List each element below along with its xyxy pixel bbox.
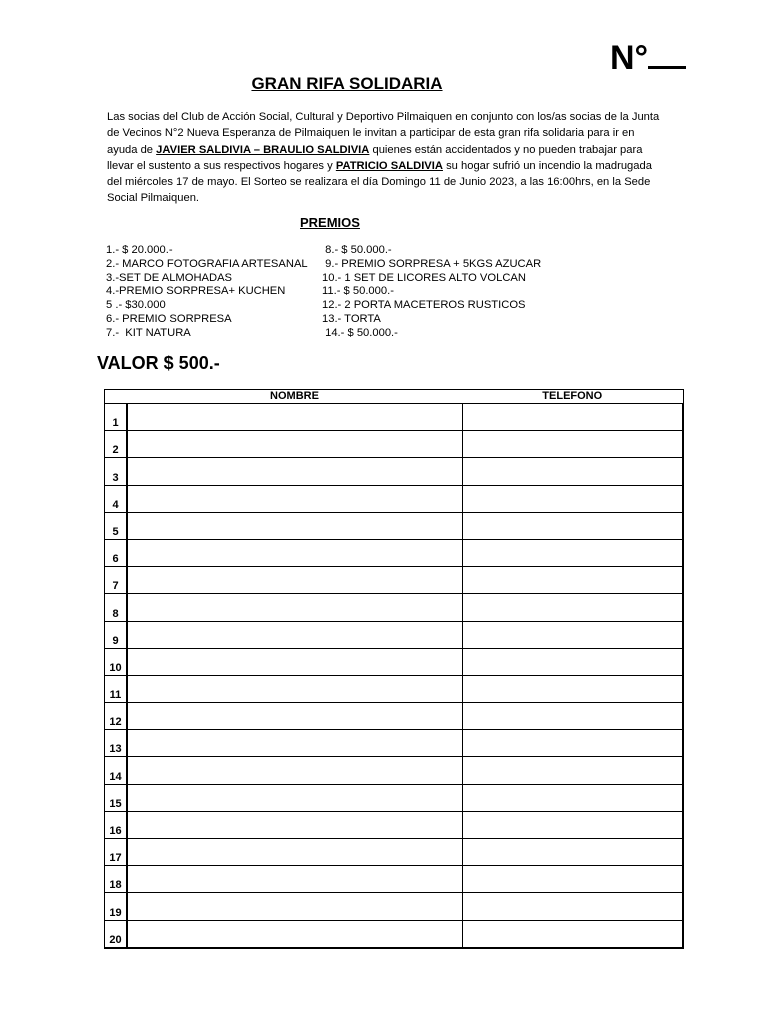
phone-cell[interactable] <box>462 866 683 893</box>
row-number: 6 <box>105 539 128 566</box>
row-number: 7 <box>105 567 128 594</box>
name-cell[interactable] <box>127 757 462 784</box>
number-label: N° <box>610 39 649 77</box>
row-number: 3 <box>105 458 128 485</box>
prize-item: 2.- MARCO FOTOGRAFIA ARTESANAL <box>106 257 308 270</box>
row-number: 19 <box>105 893 128 920</box>
row-number: 13 <box>105 730 128 757</box>
row-number: 15 <box>105 784 128 811</box>
name-cell[interactable] <box>127 458 462 485</box>
table-row <box>105 920 684 948</box>
row-number: 8 <box>105 594 128 621</box>
participants-table <box>104 389 684 949</box>
table-row <box>105 811 684 838</box>
table-row <box>105 757 684 784</box>
prize-item: 13.- TORTA <box>322 312 381 325</box>
table-row <box>105 839 684 866</box>
phone-cell[interactable] <box>462 839 683 866</box>
table-row <box>105 485 684 512</box>
phone-cell[interactable] <box>462 893 683 920</box>
intro-names: JAVIER SALDIVIA – BRAULIO SALDIVIA <box>156 143 370 156</box>
phone-cell[interactable] <box>462 485 683 512</box>
phone-cell[interactable] <box>462 458 683 485</box>
row-number: 10 <box>105 648 128 675</box>
prize-item: 4.-PREMIO SORPRESA+ KUCHEN <box>106 285 286 298</box>
row-number: 17 <box>105 839 128 866</box>
prize-item: 14.- $ 50.000.- <box>322 326 398 339</box>
intro-text-2: quienes están accidentados y no pueden trabajar para llevar el sustento a sus respectivos hogares y <box>107 143 643 172</box>
name-cell[interactable] <box>127 621 462 648</box>
phone-cell[interactable] <box>462 730 683 757</box>
row-number: 20 <box>105 920 128 948</box>
intro-text-3: su hogar sufrió un incendio la madrugada del miércoles 17 de mayo. El Sorteo se realizara el día Domingo 11 de Junio 2023, a las 16:00hrs, en la Sede Social Pilmaiquen. <box>107 159 652 205</box>
phone-cell[interactable] <box>462 648 683 675</box>
name-cell[interactable] <box>127 431 462 458</box>
prize-item: 7.- KIT NATURA <box>106 326 191 339</box>
phone-column-header: TELEFONO <box>462 390 683 404</box>
premios-title: PREMIOS <box>300 215 360 230</box>
row-number: 12 <box>105 703 128 730</box>
table-row <box>105 784 684 811</box>
table-row <box>105 404 684 431</box>
table-row <box>105 675 684 702</box>
name-cell[interactable] <box>127 730 462 757</box>
row-number: 1 <box>105 404 128 431</box>
name-cell[interactable] <box>127 648 462 675</box>
prize-item: 9.- PREMIO SORPRESA + 5KGS AZUCAR <box>322 257 542 270</box>
name-cell[interactable] <box>127 839 462 866</box>
table-row <box>105 866 684 893</box>
row-number: 5 <box>105 512 128 539</box>
phone-cell[interactable] <box>462 811 683 838</box>
phone-cell[interactable] <box>462 404 683 431</box>
prizes-right-column <box>322 244 541 341</box>
name-cell[interactable] <box>127 893 462 920</box>
name-cell[interactable] <box>127 567 462 594</box>
table-row <box>105 893 684 920</box>
intro-paragraph <box>107 109 667 207</box>
name-cell[interactable] <box>127 539 462 566</box>
table-row <box>105 648 684 675</box>
table-row <box>105 621 684 648</box>
name-cell[interactable] <box>127 920 462 948</box>
table-row <box>105 458 684 485</box>
row-number: 11 <box>105 675 128 702</box>
prize-item: 10.- 1 SET DE LICORES ALTO VOLCAN <box>322 271 526 284</box>
name-cell[interactable] <box>127 404 462 431</box>
phone-cell[interactable] <box>462 431 683 458</box>
phone-cell[interactable] <box>462 539 683 566</box>
page-title: GRAN RIFA SOLIDARIA <box>251 74 443 93</box>
phone-cell[interactable] <box>462 567 683 594</box>
table-row <box>105 567 684 594</box>
phone-cell[interactable] <box>462 675 683 702</box>
phone-cell[interactable] <box>462 594 683 621</box>
number-column-header <box>105 390 128 404</box>
row-number: 14 <box>105 757 128 784</box>
name-cell[interactable] <box>127 811 462 838</box>
table-row <box>105 703 684 730</box>
name-cell[interactable] <box>127 485 462 512</box>
intro-name-2: PATRICIO SALDIVIA <box>335 159 443 172</box>
intro-text-1: Las socias del Club de Acción Social, Cultural y Deportivo Pilmaiquen en conjunto con los/as socias de la Junta de Vecinos N°2 Nueva Esperanza de Pilmaiquen le invitan a participar de esta gran rifa solidaria para ir en ayuda de <box>107 111 660 156</box>
prize-item: 8.- $ 50.000.- <box>322 244 392 256</box>
phone-cell[interactable] <box>462 621 683 648</box>
row-number: 16 <box>105 811 128 838</box>
row-number: 18 <box>105 866 128 893</box>
name-cell[interactable] <box>127 512 462 539</box>
prize-item: 12.- 2 PORTA MACETEROS RUSTICOS <box>322 299 526 312</box>
phone-cell[interactable] <box>462 757 683 784</box>
table-row <box>105 512 684 539</box>
name-cell[interactable] <box>127 703 462 730</box>
prize-item: 11.- $ 50.000.- <box>322 285 394 298</box>
name-cell[interactable] <box>127 594 462 621</box>
prize-item: 1.- $ 20.000.- <box>106 244 173 256</box>
prize-item: 5 .- $30.000 <box>106 299 166 312</box>
prize-item: 6.- PREMIO SORPRESA <box>106 312 232 325</box>
number-blank <box>648 40 686 69</box>
row-number: 4 <box>105 485 128 512</box>
phone-cell[interactable] <box>462 784 683 811</box>
name-cell[interactable] <box>127 675 462 702</box>
prize-item: 3.-SET DE ALMOHADAS <box>106 271 233 284</box>
raffle-number <box>610 40 686 75</box>
name-cell[interactable] <box>127 784 462 811</box>
row-number: 9 <box>105 621 128 648</box>
name-column-header: NOMBRE <box>127 390 462 404</box>
prizes-left-column <box>106 244 308 341</box>
phone-cell[interactable] <box>462 512 683 539</box>
table-row <box>105 431 684 458</box>
table-row <box>105 539 684 566</box>
table-row <box>105 594 684 621</box>
ticket-price: VALOR $ 500.- <box>97 353 220 373</box>
phone-cell[interactable] <box>462 920 683 948</box>
phone-cell[interactable] <box>462 703 683 730</box>
table-row <box>105 730 684 757</box>
row-number: 2 <box>105 431 128 458</box>
name-cell[interactable] <box>127 866 462 893</box>
